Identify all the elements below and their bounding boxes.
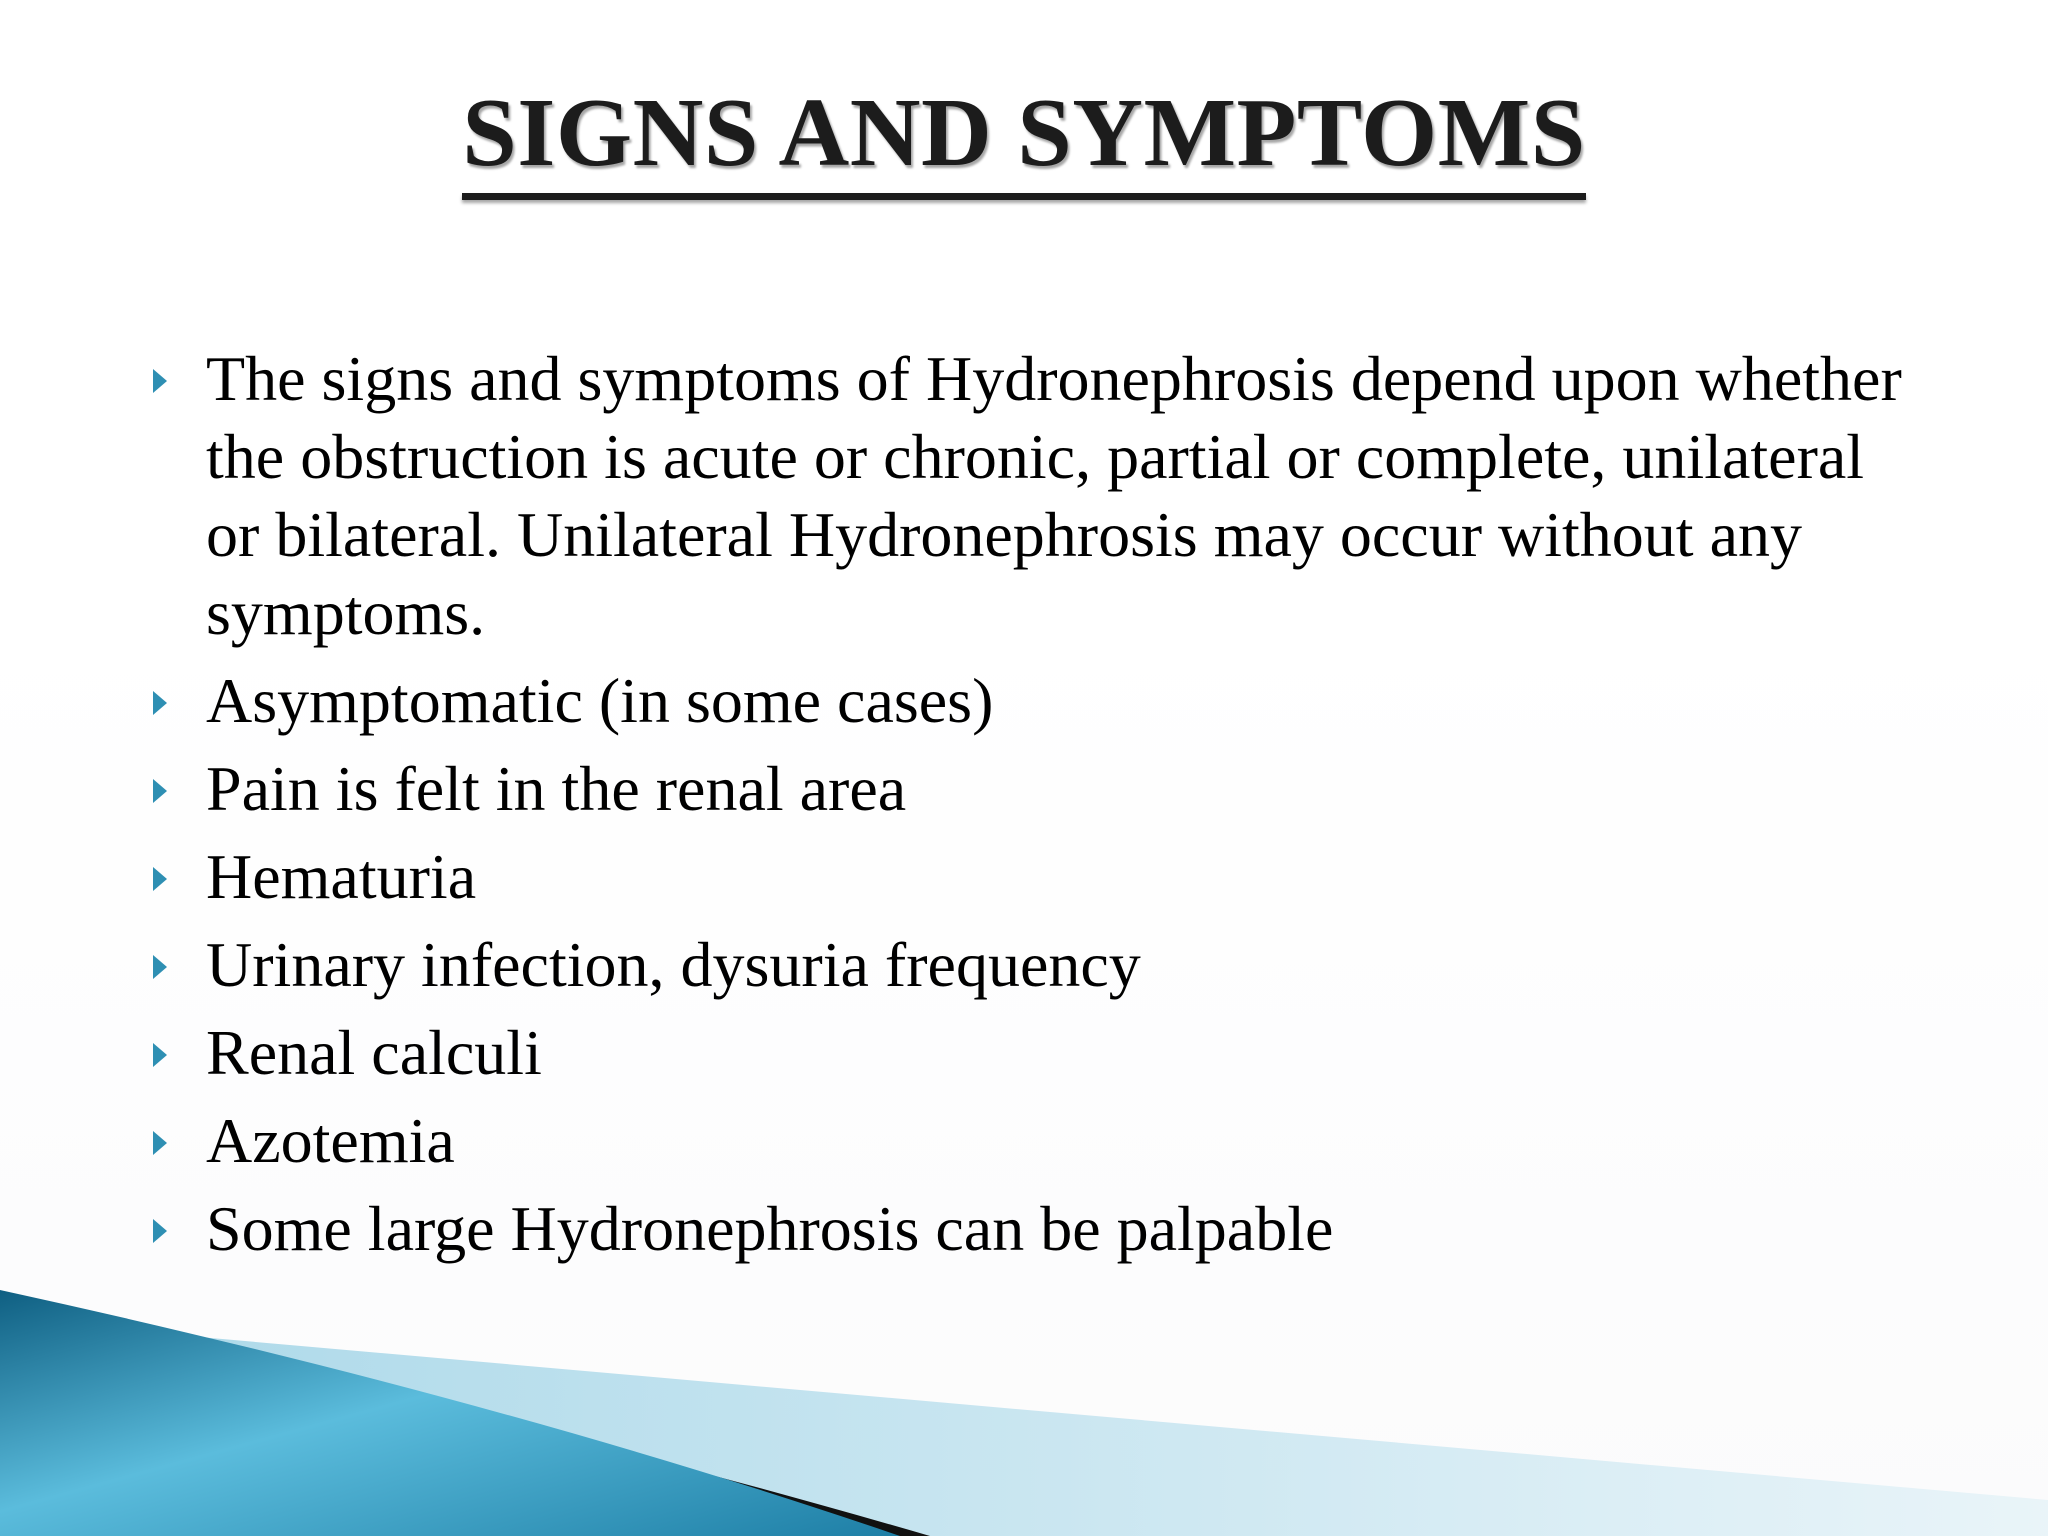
title-underline <box>462 193 1586 200</box>
bullet-item <box>150 1190 1930 1268</box>
bullet-item <box>150 926 1930 1004</box>
bullet-item <box>150 1014 1930 1092</box>
triangle-bullet-icon <box>153 1219 167 1243</box>
bullet-text: Pain is felt in the renal area <box>206 753 907 824</box>
bullet-item <box>150 750 1930 828</box>
bullet-item <box>150 838 1930 916</box>
bullet-text: Hematuria <box>206 841 477 912</box>
triangle-bullet-icon <box>153 1043 167 1067</box>
bullet-text: Some large Hydronephrosis can be palpable <box>206 1193 1334 1264</box>
bullet-item <box>150 1102 1930 1180</box>
triangle-bullet-icon <box>153 1131 167 1155</box>
bullet-list <box>150 340 1930 1278</box>
triangle-bullet-icon <box>153 369 167 393</box>
bullet-text: Azotemia <box>206 1105 455 1176</box>
bullet-item <box>150 662 1930 740</box>
bullet-text: The signs and symptoms of Hydronephrosis depend upon whether the obstruction is acute or chronic, partial or complete, unilateral or bilateral. Unilateral Hydronephrosis may occur without any symptoms. <box>206 343 1902 648</box>
triangle-bullet-icon <box>153 779 167 803</box>
slide-title <box>0 78 2048 190</box>
bullet-text: Urinary infection, dysuria frequency <box>206 929 1141 1000</box>
triangle-bullet-icon <box>153 955 167 979</box>
triangle-bullet-icon <box>153 867 167 891</box>
slide-title-text: SIGNS AND SYMPTOMS <box>462 79 1586 187</box>
bullet-text: Renal calculi <box>206 1017 542 1088</box>
bullet-text: Asymptomatic (in some cases) <box>206 665 994 736</box>
triangle-bullet-icon <box>153 691 167 715</box>
bullet-item <box>150 340 1930 652</box>
